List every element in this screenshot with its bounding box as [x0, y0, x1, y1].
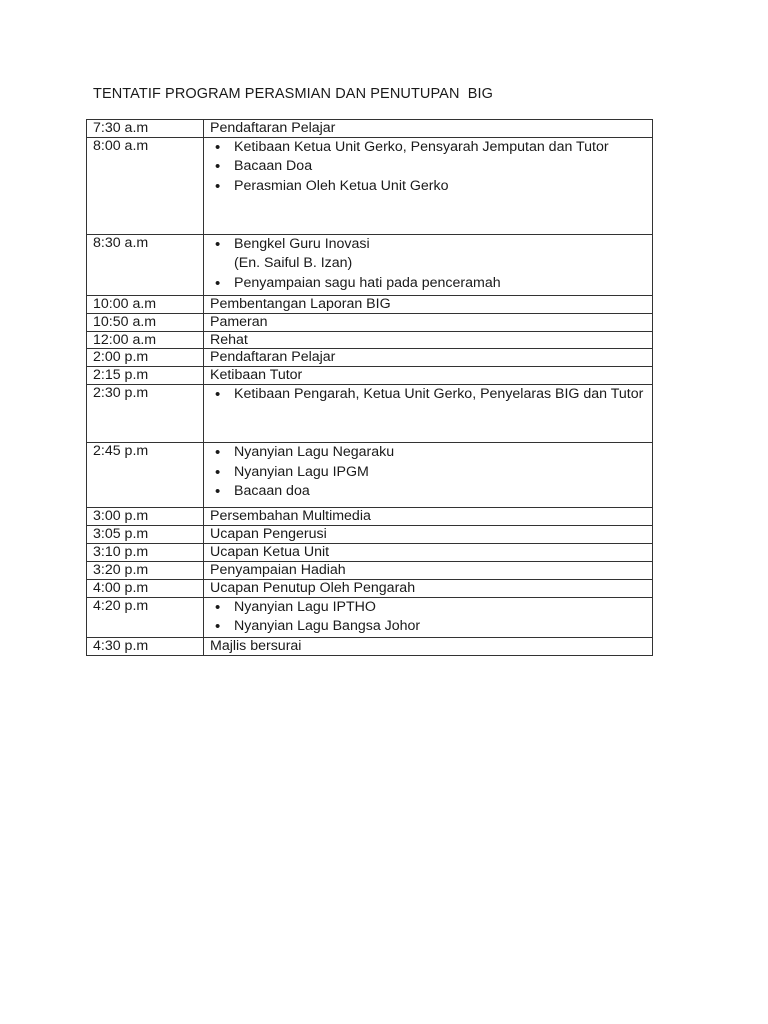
- time-cell: 7:30 a.m: [87, 120, 204, 138]
- table-row: [87, 597, 653, 637]
- event-cell: Ucapan Penutup Oleh Pengarah: [204, 579, 653, 597]
- event-cell: Majlis bersurai: [204, 637, 653, 655]
- event-bullet-list: [210, 138, 652, 197]
- time-cell: 2:45 p.m: [87, 443, 204, 508]
- event-list-item: • Ketibaan Pengarah, Ketua Unit Gerko, Penyelaras BIG dan Tutor: [210, 385, 652, 405]
- time-cell: 3:05 p.m: [87, 526, 204, 544]
- event-list-item: (En. Saiful B. Izan): [234, 255, 353, 272]
- table-row: [87, 561, 653, 579]
- time-cell: 2:30 p.m: [87, 385, 204, 443]
- event-cell: Rehat: [204, 331, 653, 349]
- table-row: [87, 331, 653, 349]
- time-cell: 12:00 a.m: [87, 331, 204, 349]
- time-cell: 4:00 p.m: [87, 579, 204, 597]
- time-cell: 10:50 a.m: [87, 313, 204, 331]
- event-bullet-list: [210, 385, 652, 405]
- event-cell: Ucapan Ketua Unit: [204, 544, 653, 562]
- event-cell: Ketibaan Tutor: [204, 367, 653, 385]
- table-row: [87, 367, 653, 385]
- event-list-item: • Bacaan Doa: [210, 157, 652, 177]
- event-list-item: • Penyampaian sagu hati pada penceramah: [210, 274, 652, 294]
- table-row: [87, 120, 653, 138]
- event-cell: [204, 385, 653, 443]
- event-list-item: • Bacaan doa: [210, 482, 652, 502]
- table-row: [87, 313, 653, 331]
- time-cell: 3:00 p.m: [87, 508, 204, 526]
- event-cell: Persembahan Multimedia: [204, 508, 653, 526]
- event-cell: [204, 443, 653, 508]
- event-bullet-list: [210, 235, 652, 294]
- event-cell: Penyampaian Hadiah: [204, 561, 653, 579]
- event-bullet-list: [210, 598, 652, 637]
- event-cell: [204, 234, 653, 295]
- time-cell: 2:15 p.m: [87, 367, 204, 385]
- time-cell: 3:20 p.m: [87, 561, 204, 579]
- event-cell: [204, 597, 653, 637]
- event-cell: Pendaftaran Pelajar: [204, 349, 653, 367]
- event-list-item: • Nyanyian Lagu IPGM: [210, 463, 652, 483]
- table-row: [87, 234, 653, 295]
- time-cell: 10:00 a.m: [87, 295, 204, 313]
- event-cell: [204, 137, 653, 234]
- time-cell: 4:20 p.m: [87, 597, 204, 637]
- time-cell: 8:00 a.m: [87, 137, 204, 234]
- table-row: [87, 526, 653, 544]
- time-cell: 4:30 p.m: [87, 637, 204, 655]
- table-row: [87, 637, 653, 655]
- time-cell: 8:30 a.m: [87, 234, 204, 295]
- event-list-item: • Nyanyian Lagu Negaraku: [210, 443, 652, 463]
- table-row: [87, 443, 653, 508]
- page-title: TENTATIF PROGRAM PERASMIAN DAN PENUTUPAN BIG: [93, 86, 494, 102]
- table-row: [87, 385, 653, 443]
- table-row: [87, 544, 653, 562]
- event-list-item: • Ketibaan Ketua Unit Gerko, Pensyarah Jemputan dan Tutor: [210, 138, 652, 158]
- schedule-body: [87, 120, 653, 656]
- event-list-item: • Nyanyian Lagu IPTHO: [210, 598, 652, 618]
- schedule-table: [86, 119, 653, 656]
- event-cell: Pembentangan Laporan BIG: [204, 295, 653, 313]
- table-row: [87, 295, 653, 313]
- table-row: [87, 508, 653, 526]
- table-row: [87, 349, 653, 367]
- time-cell: 2:00 p.m: [87, 349, 204, 367]
- event-list-item: • Bengkel Guru Inovasi: [210, 235, 652, 255]
- table-row: [87, 137, 653, 234]
- event-list-item: • Nyanyian Lagu Bangsa Johor: [210, 617, 652, 637]
- table-row: [87, 579, 653, 597]
- event-list-item: • Perasmian Oleh Ketua Unit Gerko: [210, 177, 652, 197]
- time-cell: 3:10 p.m: [87, 544, 204, 562]
- event-cell: Pendaftaran Pelajar: [204, 120, 653, 138]
- event-cell: Ucapan Pengerusi: [204, 526, 653, 544]
- event-cell: Pameran: [204, 313, 653, 331]
- event-bullet-list: [210, 443, 652, 502]
